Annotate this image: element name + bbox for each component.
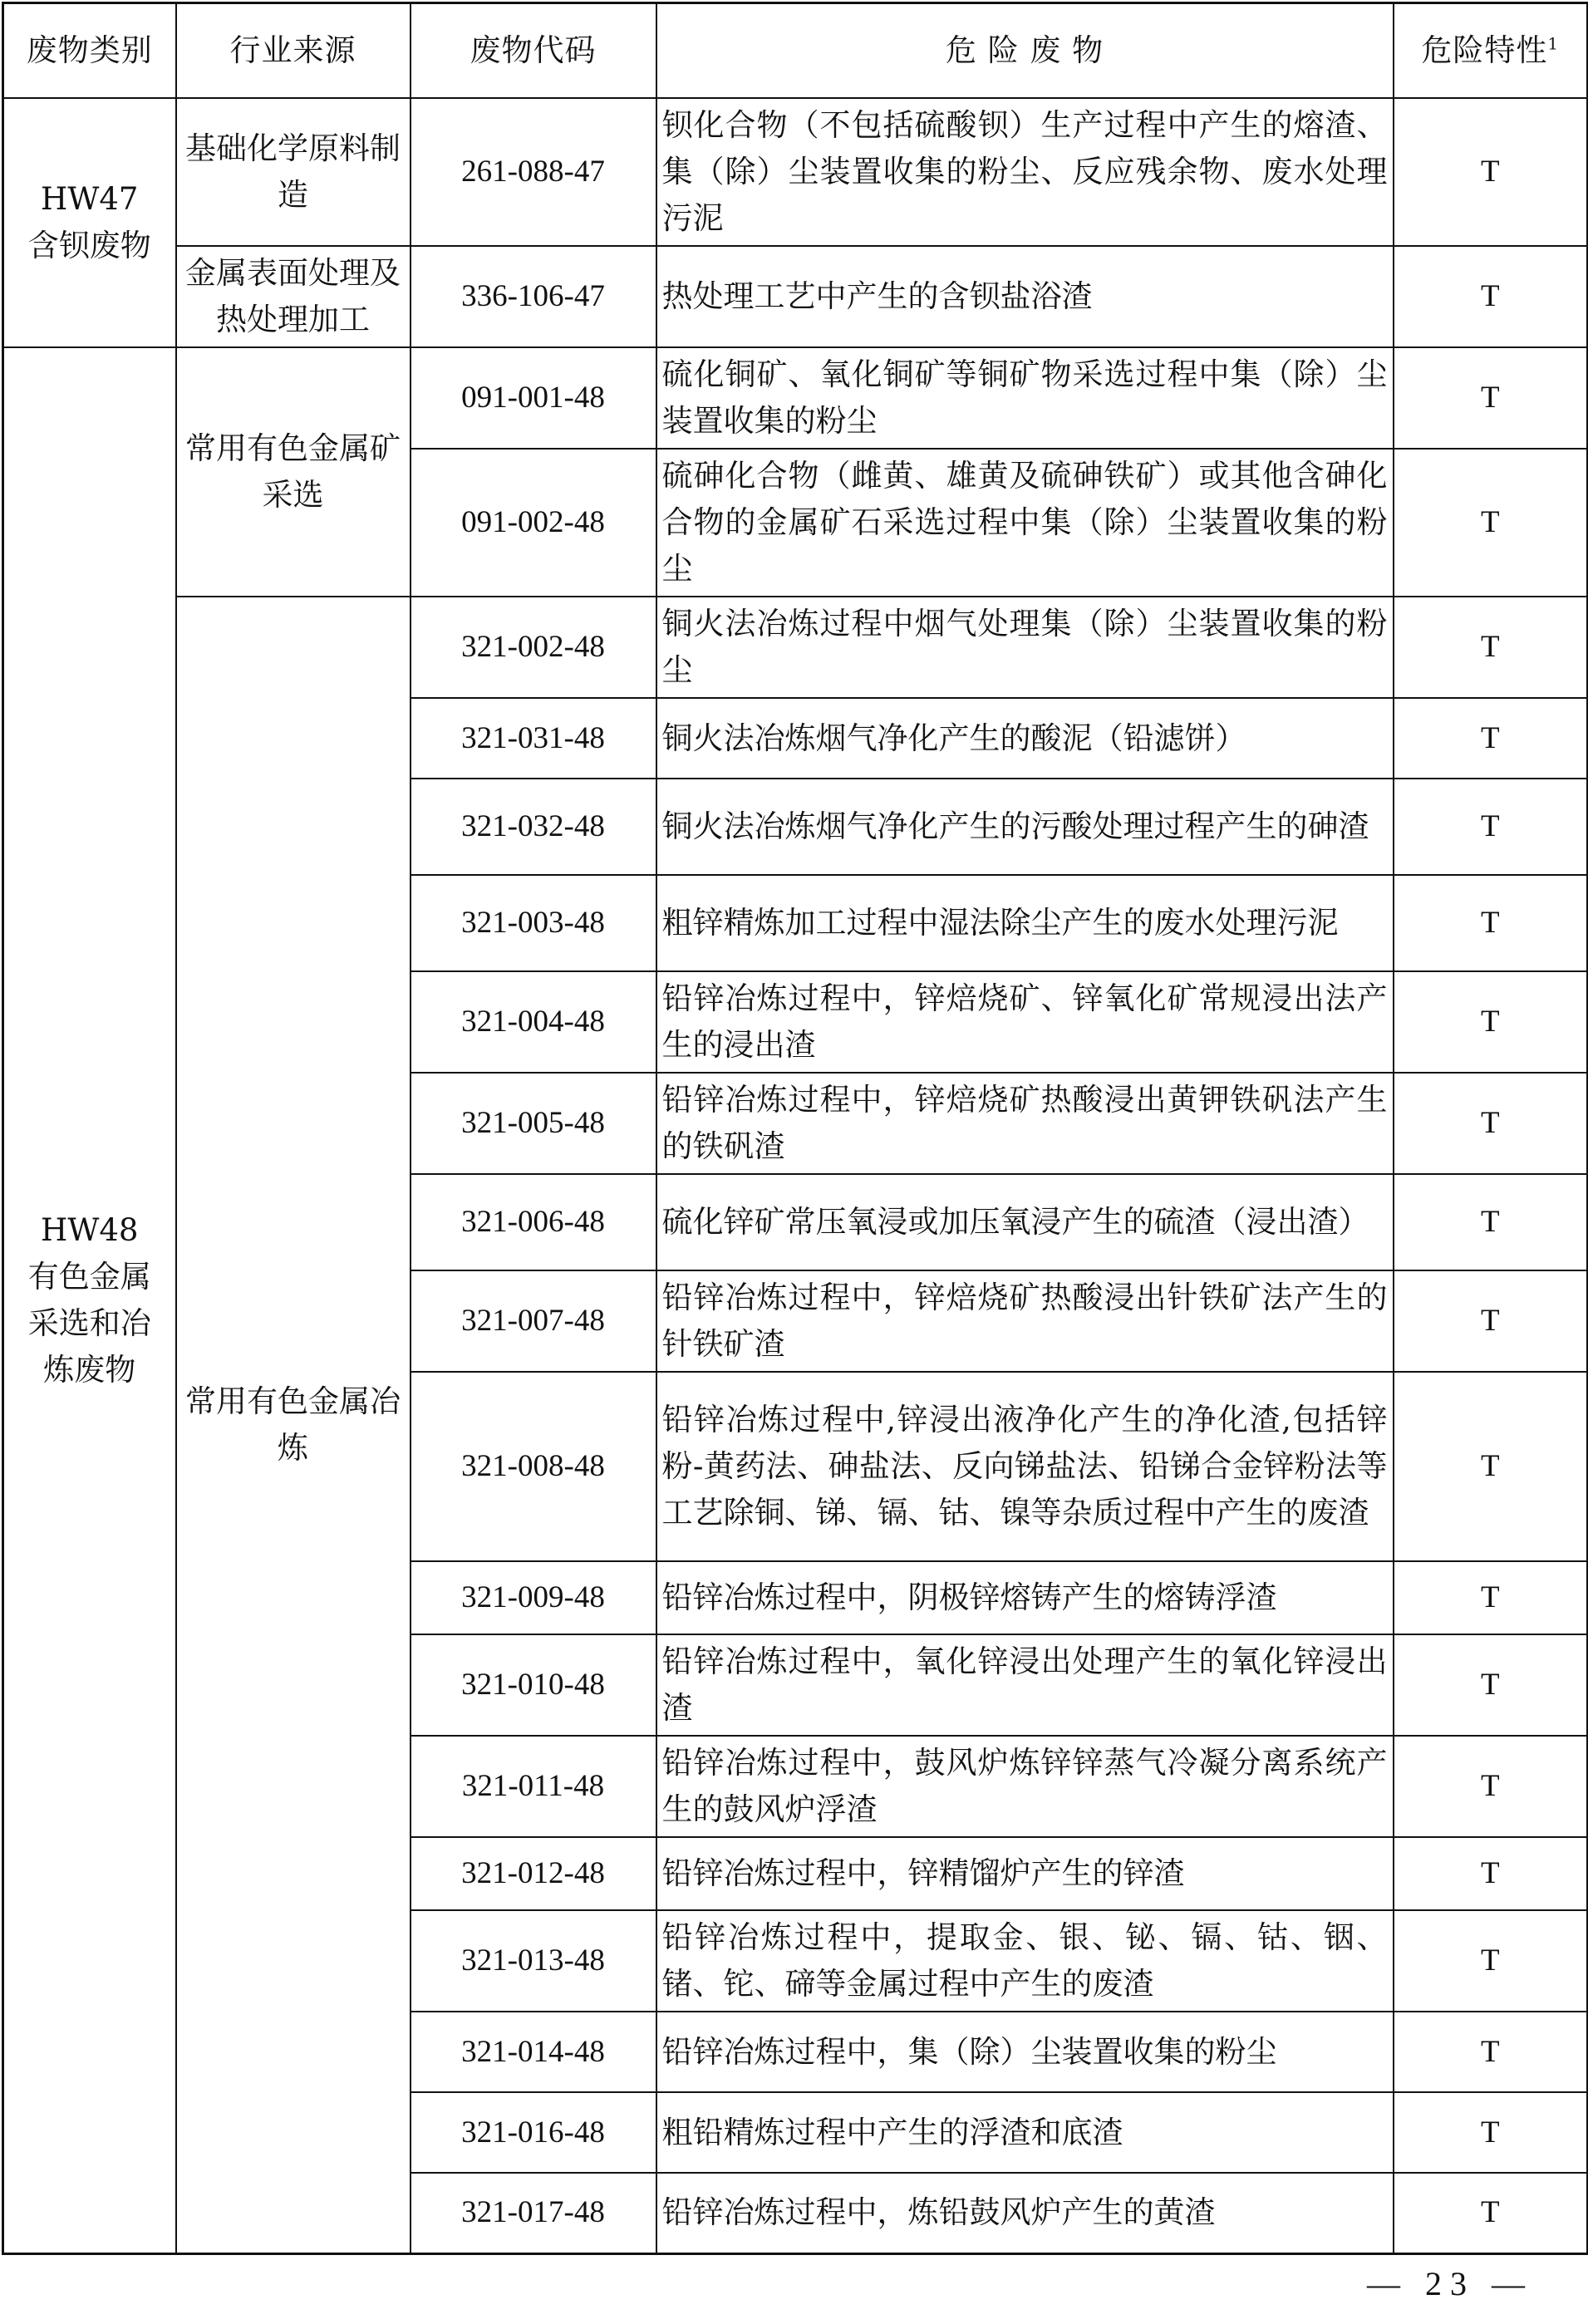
industry-source-cell: 常用有色金属冶炼	[176, 597, 411, 2253]
waste-code-cell: 321-009-48	[411, 1561, 656, 1634]
waste-description-cell: 铅锌冶炼过程中，锌焙烧矿热酸浸出针铁矿法产生的针铁矿渣	[656, 1270, 1394, 1372]
hazard-characteristic-cell: T	[1394, 971, 1588, 1073]
waste-description-cell: 铅锌冶炼过程中，锌焙烧矿热酸浸出黄钾铁矾法产生的铁矾渣	[656, 1073, 1394, 1174]
hazard-characteristic-cell: T	[1394, 1910, 1588, 2012]
waste-code-cell: 321-006-48	[411, 1174, 656, 1270]
table-row	[3, 246, 1588, 347]
waste-code-cell: 321-007-48	[411, 1270, 656, 1372]
hazard-characteristic-cell: T	[1394, 1372, 1588, 1561]
page-number: — 23 —	[1367, 2265, 1533, 2302]
waste-description-cell: 铜火法冶炼烟气净化产生的污酸处理过程产生的砷渣	[656, 779, 1394, 875]
table-header-row	[3, 3, 1588, 99]
waste-description-cell: 硫化锌矿常压氧浸或加压氧浸产生的硫渣（浸出渣）	[656, 1174, 1394, 1270]
waste-code-cell: 321-005-48	[411, 1073, 656, 1174]
waste-category-cell	[3, 347, 176, 2253]
waste-category-cell	[3, 98, 176, 347]
waste-description-cell: 铅锌冶炼过程中，阴极锌熔铸产生的熔铸浮渣	[656, 1561, 1394, 1634]
hazard-characteristic-cell: T	[1394, 347, 1588, 449]
hazard-characteristic-cell: T	[1394, 1736, 1588, 1837]
waste-code-cell: 321-032-48	[411, 779, 656, 875]
industry-source-cell: 基础化学原料制造	[176, 98, 411, 246]
hazard-characteristic-cell: T	[1394, 698, 1588, 779]
waste-category-name: 有色金属采选和冶炼废物	[27, 1258, 151, 1388]
waste-code-cell: 321-004-48	[411, 971, 656, 1073]
waste-description-cell: 铅锌冶炼过程中，锌精馏炉产生的锌渣	[656, 1837, 1394, 1910]
footnote-marker: 1	[1547, 33, 1560, 54]
header-hazardous-waste: 危 险 废 物	[656, 3, 1394, 99]
waste-code-cell: 321-016-48	[411, 2092, 656, 2173]
table-row	[3, 347, 1588, 449]
waste-code-cell: 336-106-47	[411, 246, 656, 347]
waste-description-cell: 铅锌冶炼过程中，氧化锌浸出处理产生的氧化锌浸出渣	[656, 1634, 1394, 1736]
hazard-characteristic-cell: T	[1394, 1073, 1588, 1174]
hazard-characteristic-cell: T	[1394, 779, 1588, 875]
waste-description-cell: 铜火法冶炼过程中烟气处理集（除）尘装置收集的粉尘	[656, 597, 1394, 698]
waste-code-cell: 321-011-48	[411, 1736, 656, 1837]
hazard-characteristic-cell: T	[1394, 1634, 1588, 1736]
waste-description-cell: 铅锌冶炼过程中，集（除）尘装置收集的粉尘	[656, 2012, 1394, 2092]
waste-description-cell: 铅锌冶炼过程中，鼓风炉炼锌锌蒸气冷凝分离系统产生的鼓风炉浮渣	[656, 1736, 1394, 1837]
waste-code-cell: 091-001-48	[411, 347, 656, 449]
waste-description-cell: 粗锌精炼加工过程中湿法除尘产生的废水处理污泥	[656, 875, 1394, 971]
waste-code-cell: 321-017-48	[411, 2173, 656, 2253]
hazard-characteristic-cell: T	[1394, 246, 1588, 347]
waste-code-cell: 321-010-48	[411, 1634, 656, 1736]
waste-description-cell: 热处理工艺中产生的含钡盐浴渣	[656, 246, 1394, 347]
header-characteristic-label: 危险特性	[1421, 32, 1548, 68]
hazard-characteristic-cell: T	[1394, 1561, 1588, 1634]
waste-description-cell: 铅锌冶炼过程中，炼铅鼓风炉产生的黄渣	[656, 2173, 1394, 2253]
hazard-characteristic-cell: T	[1394, 98, 1588, 246]
hazard-characteristic-cell: T	[1394, 2012, 1588, 2092]
waste-code-cell: 321-012-48	[411, 1837, 656, 1910]
waste-code-cell: 091-002-48	[411, 449, 656, 597]
industry-source-cell: 常用有色金属矿采选	[176, 347, 411, 597]
header-hazard-characteristic	[1394, 3, 1588, 99]
waste-category-name: 含钡废物	[27, 228, 151, 263]
waste-description-cell: 铅锌冶炼过程中,锌浸出液净化产生的净化渣,包括锌粉-黄药法、砷盐法、反向锑盐法、铅锑合金锌粉法等工艺除铜、锑、镉、钴、镍等杂质过程中产生的废渣	[656, 1372, 1394, 1561]
hazardous-waste-table	[2, 2, 1588, 2255]
waste-description-cell: 硫砷化合物（雌黄、雄黄及硫砷铁矿）或其他含砷化合物的金属矿石采选过程中集（除）尘装置收集的粉尘	[656, 449, 1394, 597]
waste-code-cell: 261-088-47	[411, 98, 656, 246]
hazard-characteristic-cell: T	[1394, 1174, 1588, 1270]
hazard-characteristic-cell: T	[1394, 875, 1588, 971]
waste-description-cell: 铅锌冶炼过程中，提取金、银、铋、镉、钴、铟、锗、铊、碲等金属过程中产生的废渣	[656, 1910, 1394, 2012]
hazard-characteristic-cell: T	[1394, 1270, 1588, 1372]
hazard-characteristic-cell: T	[1394, 449, 1588, 597]
header-category: 废物类别	[3, 3, 176, 99]
waste-code-cell: 321-008-48	[411, 1372, 656, 1561]
waste-description-cell: 铅锌冶炼过程中，锌焙烧矿、锌氧化矿常规浸出法产生的浸出渣	[656, 971, 1394, 1073]
waste-code-cell: 321-031-48	[411, 698, 656, 779]
waste-description-cell: 铜火法冶炼烟气净化产生的酸泥（铅滤饼）	[656, 698, 1394, 779]
waste-description-cell: 硫化铜矿、氧化铜矿等铜矿物采选过程中集（除）尘装置收集的粉尘	[656, 347, 1394, 449]
waste-category-code: HW48	[41, 1211, 139, 1248]
waste-code-cell: 321-003-48	[411, 875, 656, 971]
waste-code-cell: 321-002-48	[411, 597, 656, 698]
hazard-characteristic-cell: T	[1394, 1837, 1588, 1910]
header-industry-source: 行业来源	[176, 3, 411, 99]
waste-description-cell: 粗铅精炼过程中产生的浮渣和底渣	[656, 2092, 1394, 2173]
industry-source-cell: 金属表面处理及热处理加工	[176, 246, 411, 347]
hazard-characteristic-cell: T	[1394, 597, 1588, 698]
hazard-characteristic-cell: T	[1394, 2092, 1588, 2173]
table-row	[3, 597, 1588, 698]
waste-code-cell: 321-014-48	[411, 2012, 656, 2092]
waste-category-code: HW47	[41, 181, 139, 217]
waste-description-cell: 钡化合物（不包括硫酸钡）生产过程中产生的熔渣、集（除）尘装置收集的粉尘、反应残余物、废水处理污泥	[656, 98, 1394, 246]
hazard-characteristic-cell: T	[1394, 2173, 1588, 2253]
table-body	[3, 98, 1588, 2253]
table-row	[3, 98, 1588, 246]
header-waste-code: 废物代码	[411, 3, 656, 99]
waste-code-cell: 321-013-48	[411, 1910, 656, 2012]
